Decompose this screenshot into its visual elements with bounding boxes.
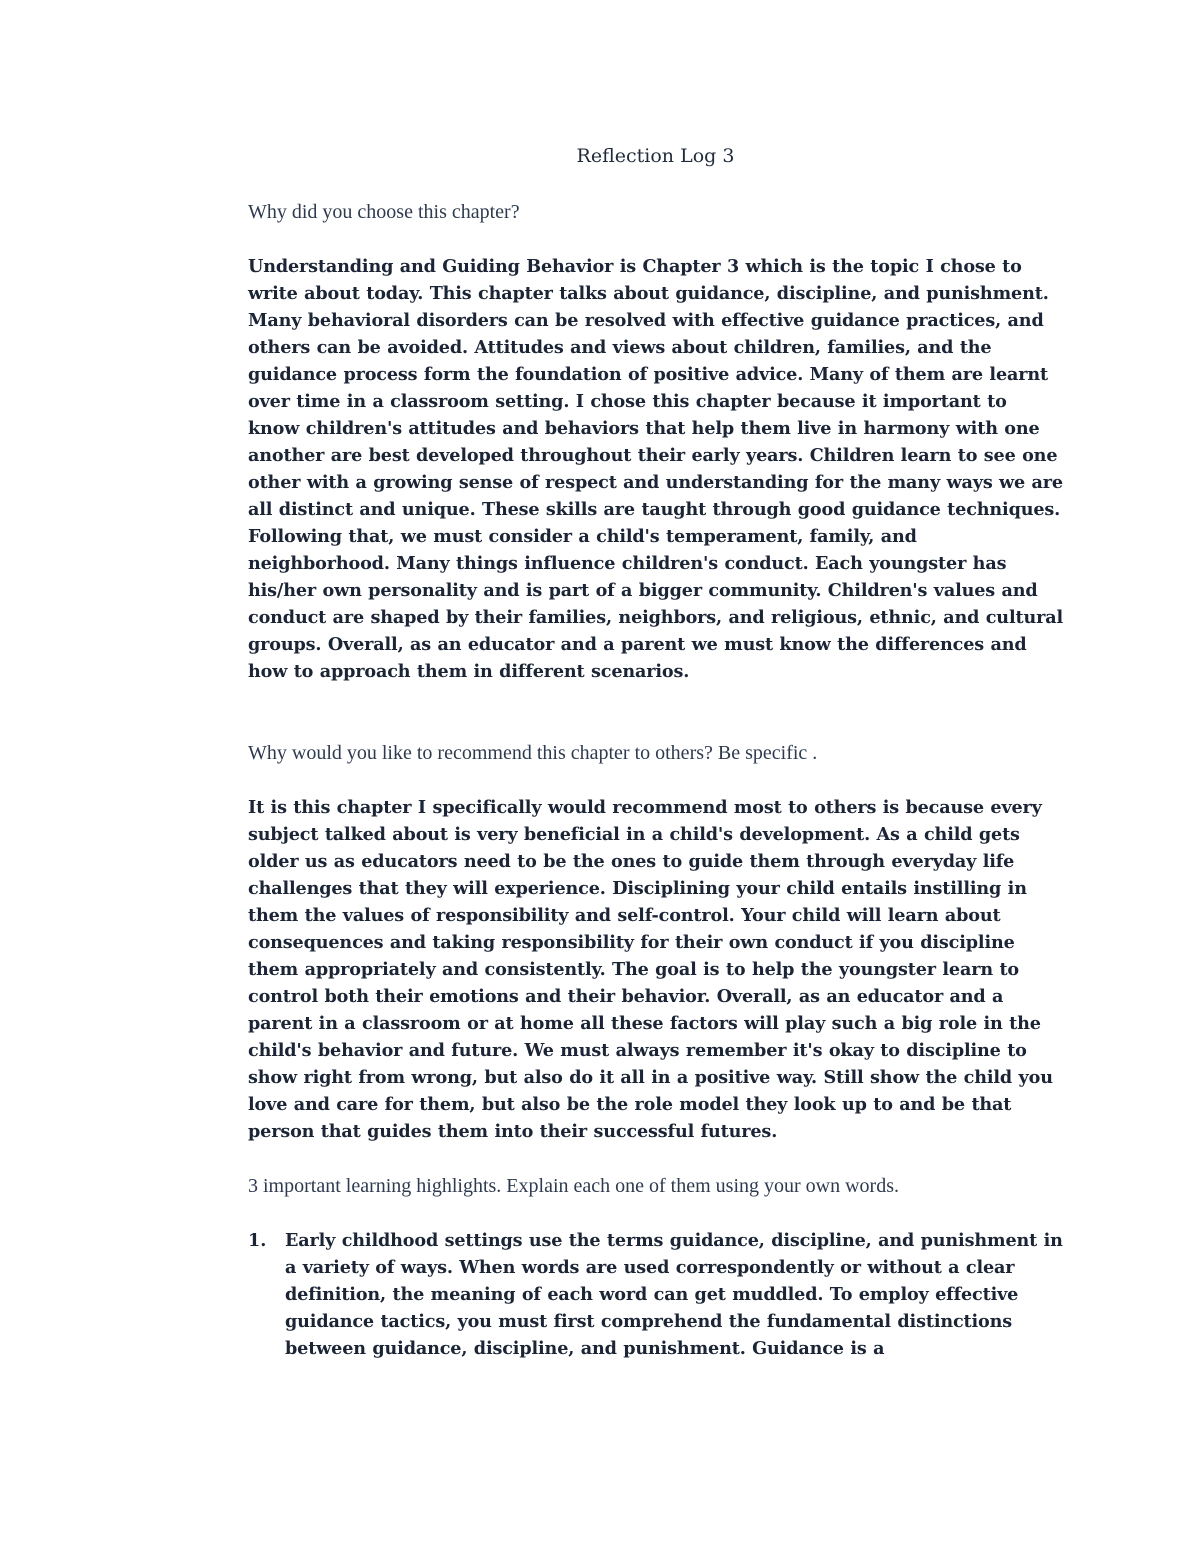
list-item — [248, 1227, 1063, 1362]
list-item-text: Early childhood settings use the terms guidance, discipline, and punishment in a variety of ways. When words are used correspondently or without a clear definition, the meaning of each word can get muddled. To employ effective guidance tactics, you must first comprehend the fundamental distinctions between guidance, discipline, and punishment. Guidance is a — [285, 1230, 1063, 1359]
list-item-number: 1. — [248, 1230, 267, 1251]
question-1: Why did you choose this chapter? — [248, 201, 520, 223]
page-title: Reflection Log 3 — [576, 145, 735, 167]
question-3: 3 important learning highlights. Explain each one of them using your own words. — [248, 1175, 899, 1197]
answer-2: It is this chapter I specifically would recommend most to others is because every subject talked about is very beneficial in a child's development. As a child gets older us as educators need to be the ones to guide them through everyday life challenges that they will experience. Disciplining your child entails instilling in them the values of responsibility and self-control. Your child will learn about consequences and taking responsibility for their own conduct if you discipline them appropriately and consistently. The goal is to help the youngster learn to control both their emotions and their behavior. Overall, as an educator and a parent in a classroom or at home all these factors will play such a big role in the child's behavior and future. We must always remember it's okay to discipline to show right from wrong, but also do it all in a positive way. Still show the child you love and care for them, but also be the role model they look up to and be that person that guides them into their successful futures. — [248, 797, 1053, 1142]
question-2: Why would you like to recommend this chapter to others? Be specific . — [248, 742, 818, 764]
highlights-list — [248, 1227, 1063, 1362]
document-content — [248, 143, 1063, 1362]
answer-1: Understanding and Guiding Behavior is Chapter 3 which is the topic I chose to write about today. This chapter talks about guidance, discipline, and punishment. Many behavioral disorders can be resolved with effective guidance practices, and others can be avoided. Attitudes and views about children, families, and the guidance process form the foundation of positive advice. Many of them are learnt over time in a classroom setting. I chose this chapter because it important to know children's attitudes and behaviors that help them live in harmony with one another are best developed throughout their early years. Children learn to see one other with a growing sense of respect and understanding for the many ways we are all distinct and unique. These skills are taught through good guidance techniques. Following that, we must consider a child's temperament, family, and neighborhood. Many things influence children's conduct. Each youngster has his/her own personality and is part of a bigger community. Children's values and conduct are shaped by their families, neighbors, and religious, ethnic, and cultural groups. Overall, as an educator and a parent we must know the differences and how to approach them in different scenarios. — [248, 256, 1063, 682]
